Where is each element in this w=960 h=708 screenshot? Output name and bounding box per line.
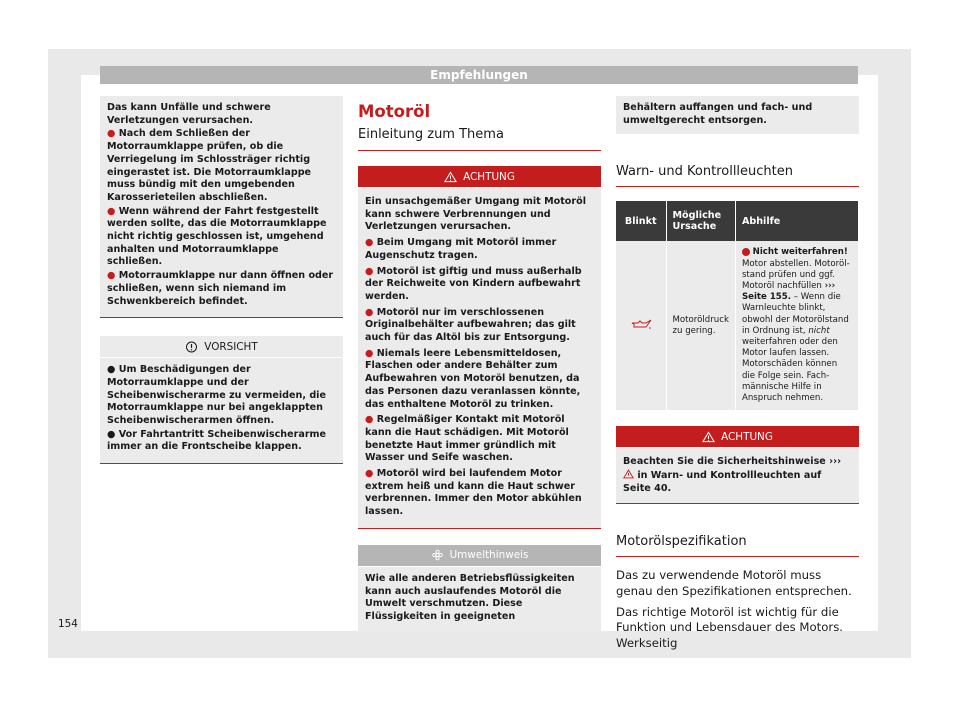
hood-bullet: ● Nach dem Schließen der Motorraumklappe prüfen, ob die Verriegelung im Schlossträger richtig eingerastet ist. Die Motorraumklappe muss bündig mit den umgebenden Karosserieteilen abschließen. [107, 128, 312, 203]
warning-label: ACHTUNG [463, 170, 515, 183]
column-middle [358, 96, 601, 633]
warning-bullet: ● Beim Umgang mit Motoröl immer Augenschutz tragen. [365, 237, 557, 261]
column-header: Mögliche Ursache [666, 201, 735, 241]
bullet-icon: ● [107, 270, 119, 282]
warning-bullet: ● Regelmäßiger Kontakt mit Motoröl kann die Haut schädigen. Mit Motoröl benetzte Haut immer gründlich mit Wasser und Seife waschen. [365, 414, 569, 464]
environment-box [358, 545, 601, 633]
section-title: Motoröl [358, 102, 431, 121]
warning-bullet: ● Motoröl wird bei laufendem Motor extrem heiß und kann die Haut schwer verbrennen. Immer den Motor abkühlen lassen. [365, 468, 582, 518]
bullet-icon: ● [107, 364, 119, 376]
hood-bullet: ● Motorraumklappe nur dann öffnen oder schließen, wenn sich niemand im Schwenkbereich befindet. [107, 270, 334, 307]
bullet-icon: ● [365, 414, 377, 426]
environment-header [358, 545, 601, 567]
bullet-icon: ● [365, 347, 377, 359]
caution-header [100, 336, 343, 358]
spec-heading: Motorölspezifikation [616, 534, 859, 557]
hood-bullet: ● Wenn während der Fahrt festgestellt werden sollte, das die Motorraumklappe nicht richtig geschlossen ist, umgehend anhalten und Motorraumklappe schließen. [107, 205, 327, 268]
page-reference-link[interactable]: ››› Seite 155. [741, 281, 836, 303]
page-number: 154 [58, 618, 78, 630]
stop-icon [742, 248, 750, 256]
warning-label: ACHTUNG [721, 430, 773, 443]
column-header: Abhilfe [735, 201, 858, 241]
warning-triangle-icon [702, 431, 715, 443]
blink-cell [616, 241, 666, 410]
caution-bullet: ● Vor Fahrtantritt Scheibenwischerarme immer an die Frontscheibe klappen. [107, 428, 327, 453]
spec-paragraph: Das richtige Motoröl ist wichtig für die Funktion und Lebensdauer des Motors. Werkseitig [616, 604, 844, 650]
spec-paragraph: Das zu verwendende Motoröl muss genau den Spezifikationen entsprechen. [616, 568, 852, 598]
page-header: Empfehlungen [100, 66, 858, 84]
warning-lights-table [616, 201, 859, 410]
cause-cell: Motoröldruck zu gering. [666, 241, 735, 410]
column-right [616, 96, 859, 651]
warning-header [358, 166, 601, 188]
environment-continuation-text: Behältern auffangen und fach- und umweltgerecht entsorgen. [623, 102, 813, 126]
caution-label: VORSICHT [204, 340, 258, 353]
table-header-row [616, 201, 859, 241]
column-header: Blinkt [616, 201, 666, 241]
caution-box [100, 336, 343, 464]
oil-can-icon [630, 318, 652, 330]
warning-bullet: ● Motoröl ist giftig und muss außerhalb der Reichweite von Kindern aufbewahrt werden. [365, 265, 582, 302]
bullet-icon: ● [365, 306, 377, 318]
warning-triangle-icon [623, 469, 634, 479]
table-heading: Warn- und Kontrollleuchten [616, 164, 859, 187]
bullet-icon: ● [365, 265, 377, 277]
info-circle-icon [185, 341, 198, 353]
section-subtitle: Einleitung zum Thema [358, 127, 601, 151]
bullet-icon: ● [107, 205, 119, 217]
bullet-icon: ● [107, 428, 119, 440]
bullet-icon: ● [365, 237, 377, 249]
flower-icon [431, 549, 444, 561]
environment-continuation-box [616, 96, 859, 134]
remedy-cell: Nicht weiterfahren! Motor abstellen. Motorölstand prüfen und ggf. Motoröl nachfüllen ››› Seite 155. – Wenn die Warnleuchte blinkt, obwohl der Motorölstand in Ordnung ist, nicht weiterfahren oder den Motor laufen lassen. Motorschäden können die Folge sein. Fachmännische Hilfe in Anspruch nehmen. [735, 241, 858, 410]
caution-bullet: ● Um Beschädigungen der Motorraumklappe und der Scheibenwischerarme zu vermeiden, die Motorraumklappe nur bei angeklappten Scheibenwischerarmen öffnen. [107, 364, 326, 427]
column-left [100, 96, 343, 464]
hood-warning-continuation-box [100, 96, 343, 318]
remedy-title: Nicht weiterfahren! [752, 247, 848, 258]
environment-label: Umwelthinweis [449, 549, 529, 562]
table-row [616, 241, 859, 410]
environment-text: Wie alle anderen Betriebsflüssigkeiten kann auch auslaufendes Motoröl die Umwelt verschmutzen. Diese Flüssigkeiten in geeigneten [365, 572, 575, 622]
hood-intro: Das kann Unfälle und schwere Verletzungen verursachen. [107, 102, 271, 126]
warning-intro: Ein unsachgemäßer Umgang mit Motoröl kann schwere Verbrennungen und Verletzungen verursachen. [365, 196, 586, 233]
bullet-icon: ● [107, 128, 119, 140]
bullet-icon: ● [365, 468, 377, 480]
warning-bullet: ● Niemals leere Lebensmitteldosen, Flaschen oder andere Behälter zum Aufbewahren von Motoröl benutzen, da das Personen dazu veranlassen könnte, das enthaltene Motoröl zu trinken. [365, 347, 581, 410]
warning-triangle-icon [444, 171, 457, 183]
warning-bullet: ● Motoröl nur im verschlossenen Originalbehälter aufbewahren; das gilt auch für das Altöl bis zur Entsorgung. [365, 306, 576, 344]
oil-warning-box [358, 166, 601, 529]
table-warning-box: ACHTUNG Beachten Sie die Sicherheitshinweise ››› in Warn- und Kontrollleuchten auf Seite 40. [616, 426, 859, 504]
warning-header [616, 426, 859, 448]
